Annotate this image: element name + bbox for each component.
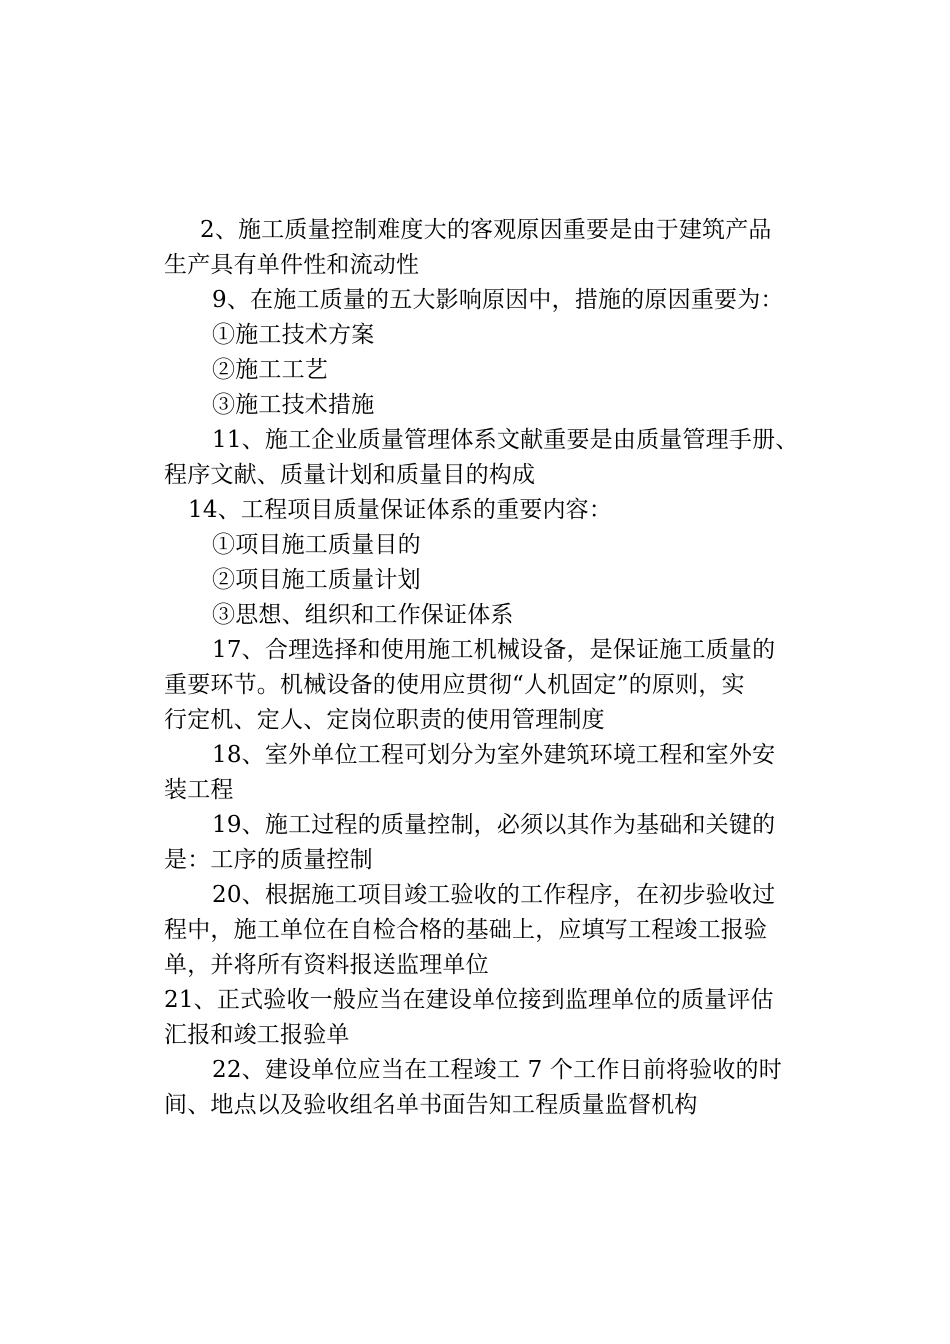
text-line: 是：工序的质量控制 <box>164 847 373 873</box>
text-line: 生产具有单件性和流动性 <box>164 252 420 278</box>
text-line: 单，并将所有资料报送监理单位 <box>164 952 489 978</box>
text-line: ②项目施工质量计划 <box>212 567 421 593</box>
text-line: 11、施工企业质量管理体系文献重要是由质量管理手册、 <box>212 427 799 453</box>
text-line: 18、室外单位工程可划分为室外建筑环境工程和室外安 <box>212 742 776 768</box>
text-line: 9、在施工质量的五大影响原因中，措施的原因重要为： <box>212 287 784 313</box>
text-line: 程序文献、质量计划和质量目的构成 <box>164 462 536 488</box>
text-line: 19、施工过程的质量控制，必须以其作为基础和关键的 <box>212 812 776 838</box>
text-line: ③思想、组织和工作保证体系 <box>212 602 514 628</box>
text-line: 装工程 <box>164 777 234 803</box>
text-line: 程中，施工单位在自检合格的基础上，应填写工程竣工报验 <box>164 917 768 943</box>
text-line: ③施工技术措施 <box>212 392 375 418</box>
document-body <box>164 213 804 1123</box>
text-line: 汇报和竣工报验单 <box>164 1022 350 1048</box>
text-line: 行定机、定人、定岗位职责的使用管理制度 <box>164 707 605 733</box>
text-line: 22、建设单位应当在工程竣工 7 个工作日前将验收的时 <box>212 1057 782 1083</box>
text-line: 14、工程项目质量保证体系的重要内容： <box>188 497 613 523</box>
text-line: 21、正式验收一般应当在建设单位接到监理单位的质量评估 <box>164 987 774 1013</box>
text-line: 2、施工质量控制难度大的客观原因重要是由于建筑产品 <box>200 217 772 243</box>
text-line: 间、地点以及验收组名单书面告知工程质量监督机构 <box>164 1092 698 1118</box>
text-line: ②施工工艺 <box>212 357 328 383</box>
text-line: 17、合理选择和使用施工机械设备，是保证施工质量的 <box>212 637 776 663</box>
text-line: ①项目施工质量目的 <box>212 532 421 558</box>
text-line: 重要环节。机械设备的使用应贯彻“人机固定”的原则，实 <box>164 672 745 698</box>
text-line: ①施工技术方案 <box>212 322 375 348</box>
text-line: 20、根据施工项目竣工验收的工作程序，在初步验收过 <box>212 882 776 908</box>
